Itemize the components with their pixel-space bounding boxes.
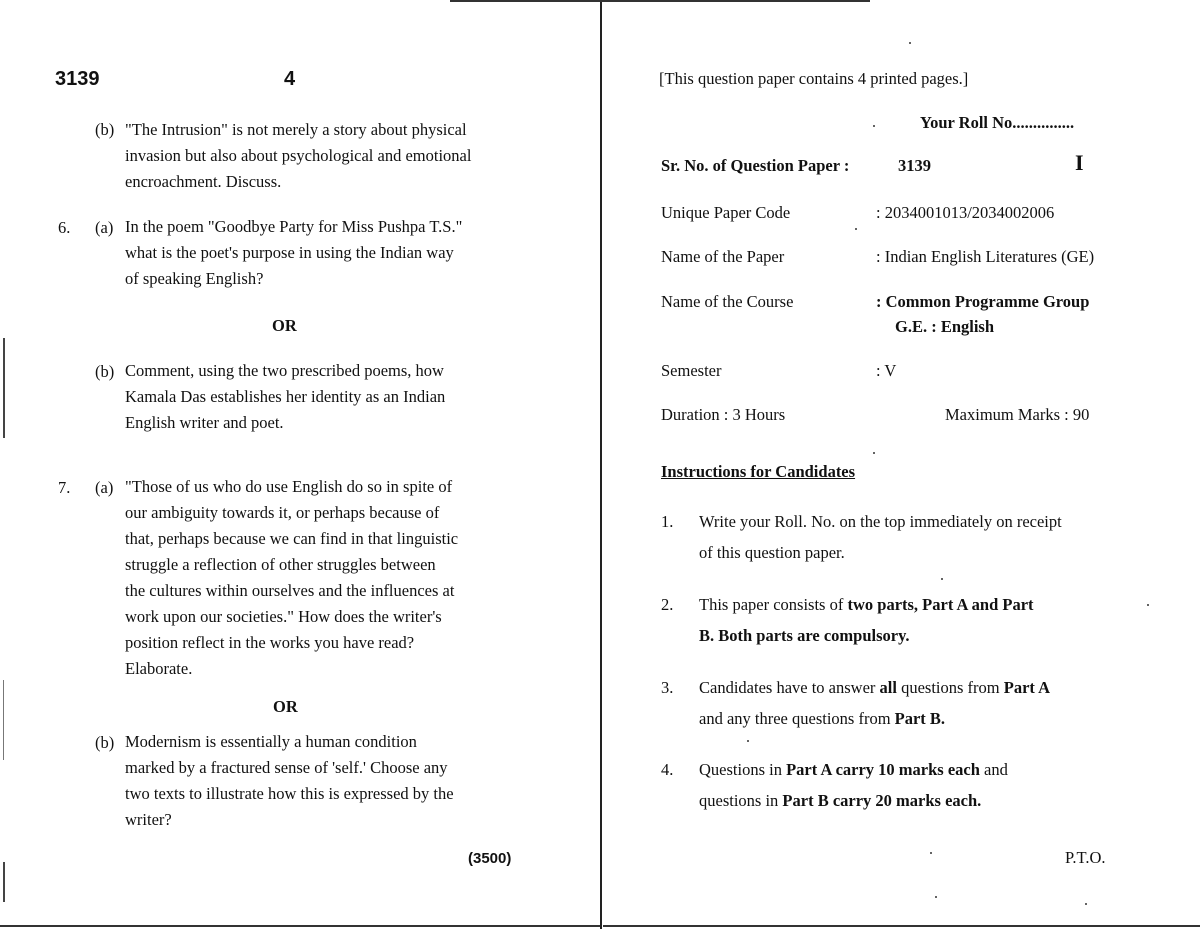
text-line (699, 785, 1123, 816)
instruction-text (699, 589, 1123, 651)
instruction-number: 1. (661, 512, 674, 531)
text-line: the cultures within ourselves and the influences at (125, 581, 455, 600)
text-line: two texts to illustrate how this is expressed by the (125, 784, 454, 803)
text-run-bold: Part B carry 20 marks each. (782, 791, 982, 810)
text-line: English writer and poet. (125, 413, 284, 432)
instruction-number: 4. (661, 760, 674, 779)
paper-number: 3139 (55, 68, 100, 90)
page-number: 4 (284, 68, 296, 90)
q6b-label: (b) (95, 362, 115, 381)
q6b-text (125, 358, 520, 436)
header-note: [This question paper contains 4 printed pages.] (659, 69, 969, 88)
scan-speck (873, 452, 875, 454)
text-run: and (979, 760, 1008, 779)
q7a-label: (a) (95, 478, 114, 497)
text-line (699, 589, 1123, 620)
meta-label: Name of the Paper (661, 247, 785, 266)
instruction-text (699, 506, 1123, 568)
text-run-bold: Part A (1003, 678, 1051, 697)
scan-mark (3, 338, 5, 438)
text-run: This paper consists of (699, 595, 848, 614)
text-line: Kamala Das establishes her identity as an Indian (125, 387, 446, 406)
text-line: "The Intrusion" is not merely a story about physical (125, 120, 467, 139)
text-line: B. Both parts are compulsory. (699, 626, 910, 645)
text-line (699, 754, 1123, 785)
maximum-marks: Maximum Marks : 90 (945, 405, 1090, 424)
meta-label: Name of the Course (661, 292, 794, 311)
scan-speck (855, 228, 857, 230)
text-line: encroachment. Discuss. (125, 172, 282, 191)
please-turn-over: P.T.O. (1065, 848, 1106, 867)
text-line: of speaking English? (125, 269, 264, 288)
copies-count: (3500) (468, 850, 512, 867)
q7a-text (125, 474, 520, 682)
text-line: struggle a reflection of other struggles between (125, 555, 436, 574)
scan-speck (935, 896, 937, 898)
instruction-text (699, 672, 1123, 734)
text-run: and any three questions from (699, 709, 895, 728)
text-run-bold: Part B. (894, 709, 946, 728)
meta-value: : Common Programme Group (876, 292, 1090, 311)
instruction-item (661, 672, 1123, 734)
instruction-number: 2. (661, 595, 674, 614)
scan-speck (930, 852, 932, 854)
text-run: questions in (699, 791, 783, 810)
text-run-bold: all (879, 678, 897, 697)
text-line: marked by a fractured sense of 'self.' Choose any (125, 758, 448, 777)
text-line (699, 703, 1123, 734)
text-line: of this question paper. (699, 543, 845, 562)
scan-speck (747, 740, 749, 742)
text-run: Questions in (699, 760, 787, 779)
instruction-text (699, 754, 1123, 816)
q7-or: OR (273, 697, 298, 716)
text-run: questions from (896, 678, 1004, 697)
scan-speck (909, 42, 911, 44)
text-line: what is the poet's purpose in using the Indian way (125, 243, 454, 262)
text-line: Elaborate. (125, 659, 193, 678)
q6a-text (125, 214, 520, 292)
q6a-label: (a) (95, 218, 114, 237)
meta-value: : 2034001013/2034002006 (876, 203, 1055, 222)
text-line: invasion but also about psychological and emotional (125, 146, 472, 165)
q7-number: 7. (58, 478, 71, 497)
text-line: work upon our societies." How does the writer's (125, 607, 442, 626)
text-run-bold: Part A carry 10 marks each (786, 760, 980, 779)
q5b-label: (b) (95, 120, 115, 139)
instruction-item (661, 506, 1123, 568)
text-line: our ambiguity towards it, or perhaps because of (125, 503, 440, 522)
q7b-text (125, 729, 520, 833)
text-line: writer? (125, 810, 172, 829)
meta-value: : V (876, 361, 897, 380)
sr-no-value: 3139 (898, 156, 931, 175)
q7b-label: (b) (95, 733, 115, 752)
sr-no-label: Sr. No. of Question Paper : (661, 156, 850, 175)
q6-number: 6. (58, 218, 71, 237)
roll-number-field: Your Roll No............... (920, 113, 1075, 132)
duration: Duration : 3 Hours (661, 405, 786, 424)
text-line: position reflect in the works you have read? (125, 633, 415, 652)
text-line: Modernism is essentially a human condition (125, 732, 417, 751)
text-line (699, 672, 1123, 703)
instruction-number: 3. (661, 678, 674, 697)
text-run: Candidates have to answer (699, 678, 880, 697)
sr-no-mark: I (1075, 150, 1084, 175)
q6-or: OR (272, 316, 297, 335)
right-page (603, 0, 1200, 929)
instructions-title: Instructions for Candidates (661, 462, 856, 481)
instruction-item (661, 754, 1123, 816)
q5b-text (125, 117, 520, 195)
scan-mark (3, 862, 5, 902)
text-line: In the poem "Goodbye Party for Miss Pushpa T.S." (125, 217, 463, 236)
text-line: that, perhaps because we can find in that linguistic (125, 529, 459, 548)
instruction-item (661, 589, 1123, 651)
scan-speck (873, 125, 875, 127)
meta-label: Unique Paper Code (661, 203, 791, 222)
meta-value: : Indian English Literatures (GE) (876, 247, 1095, 266)
text-line: Comment, using the two prescribed poems, how (125, 361, 444, 380)
scan-mark (3, 680, 4, 760)
text-line: Write your Roll. No. on the top immediately on receipt (699, 512, 1062, 531)
page-fold (600, 0, 602, 929)
scan-speck (1085, 903, 1087, 905)
text-line: "Those of us who do use English do so in spite of (125, 477, 453, 496)
scan-speck (941, 578, 943, 580)
text-run-bold: two parts, Part A and Part (847, 595, 1034, 614)
meta-value-continued: G.E. : English (895, 317, 995, 336)
meta-label: Semester (661, 361, 722, 380)
scan-speck (1147, 604, 1149, 606)
